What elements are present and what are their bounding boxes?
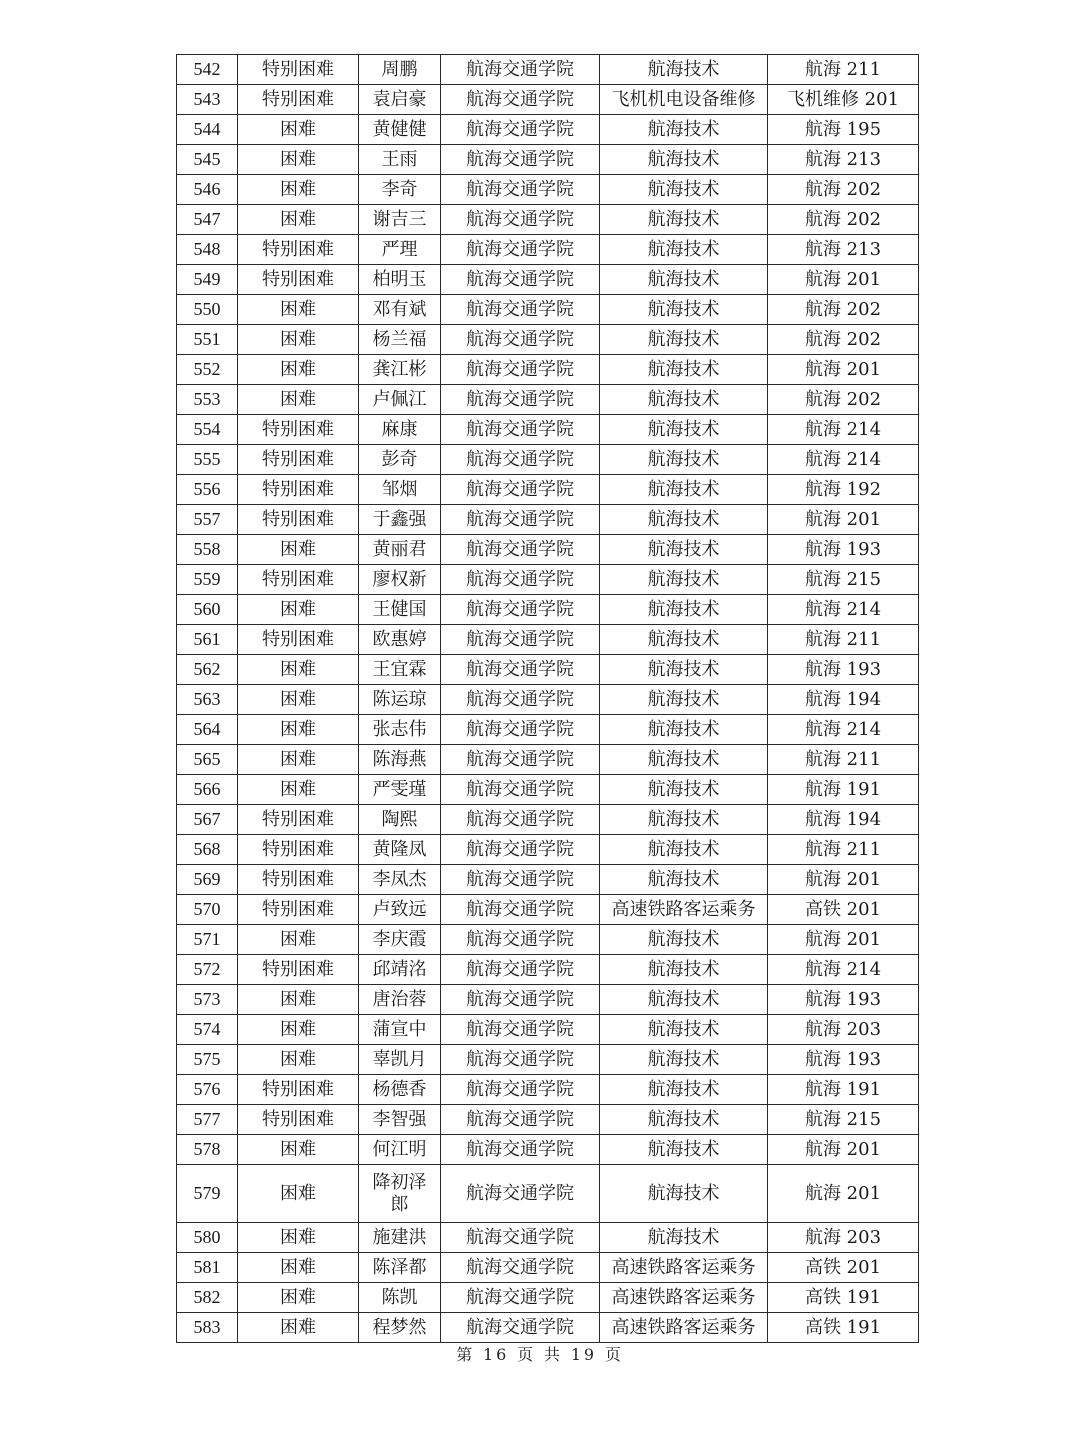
class-cell: 航海 193 (768, 985, 919, 1015)
student-name-cell: 廖权新 (359, 565, 441, 595)
major-cell: 航海技术 (600, 1223, 768, 1253)
student-name-cell: 袁启豪 (359, 85, 441, 115)
table-row (177, 1283, 919, 1313)
student-name-cell: 唐治蓉 (359, 985, 441, 1015)
table-row (177, 985, 919, 1015)
table-row (177, 865, 919, 895)
row-number-cell: 542 (177, 55, 238, 85)
class-cell: 航海 201 (768, 1165, 919, 1223)
college-cell: 航海交通学院 (441, 325, 600, 355)
student-name-cell: 黄隆凤 (359, 835, 441, 865)
major-cell: 航海技术 (600, 265, 768, 295)
class-cell: 航海 211 (768, 625, 919, 655)
student-name-cell: 邱靖洺 (359, 955, 441, 985)
row-number-cell: 567 (177, 805, 238, 835)
row-number-cell: 569 (177, 865, 238, 895)
class-cell: 航海 201 (768, 865, 919, 895)
class-cell: 航海 213 (768, 235, 919, 265)
table-row (177, 655, 919, 685)
college-cell: 航海交通学院 (441, 595, 600, 625)
college-cell: 航海交通学院 (441, 295, 600, 325)
table-row (177, 1045, 919, 1075)
college-cell: 航海交通学院 (441, 145, 600, 175)
student-name-cell: 王宜霖 (359, 655, 441, 685)
college-cell: 航海交通学院 (441, 385, 600, 415)
major-cell: 航海技术 (600, 775, 768, 805)
hardship-level-cell: 特别困难 (238, 475, 359, 505)
hardship-level-cell: 困难 (238, 145, 359, 175)
class-cell: 航海 194 (768, 805, 919, 835)
row-number-cell: 561 (177, 625, 238, 655)
hardship-level-cell: 特别困难 (238, 895, 359, 925)
class-cell: 高铁 201 (768, 895, 919, 925)
hardship-level-cell: 困难 (238, 925, 359, 955)
class-cell: 航海 201 (768, 355, 919, 385)
major-cell: 航海技术 (600, 295, 768, 325)
row-number-cell: 556 (177, 475, 238, 505)
major-cell: 航海技术 (600, 745, 768, 775)
class-cell: 航海 211 (768, 745, 919, 775)
table-row (177, 355, 919, 385)
student-name-cell: 程梦然 (359, 1313, 441, 1343)
hardship-level-cell: 困难 (238, 115, 359, 145)
table-row (177, 625, 919, 655)
student-name-cell: 李庆霞 (359, 925, 441, 955)
table-row (177, 595, 919, 625)
row-number-cell: 575 (177, 1045, 238, 1075)
table-row (177, 325, 919, 355)
major-cell: 高速铁路客运乘务 (600, 1313, 768, 1343)
major-cell: 高速铁路客运乘务 (600, 1283, 768, 1313)
major-cell: 航海技术 (600, 805, 768, 835)
class-cell: 航海 211 (768, 55, 919, 85)
college-cell: 航海交通学院 (441, 505, 600, 535)
class-cell: 航海 193 (768, 1045, 919, 1075)
major-cell: 高速铁路客运乘务 (600, 895, 768, 925)
hardship-level-cell: 困难 (238, 1045, 359, 1075)
class-cell: 航海 192 (768, 475, 919, 505)
student-name-cell: 施建洪 (359, 1223, 441, 1253)
student-name-cell: 严雯瑾 (359, 775, 441, 805)
hardship-level-cell: 困难 (238, 1313, 359, 1343)
row-number-cell: 566 (177, 775, 238, 805)
hardship-level-cell: 特别困难 (238, 625, 359, 655)
table-row (177, 1313, 919, 1343)
row-number-cell: 574 (177, 1015, 238, 1045)
college-cell: 航海交通学院 (441, 1253, 600, 1283)
table-row (177, 175, 919, 205)
student-name-cell: 王健国 (359, 595, 441, 625)
table-row (177, 415, 919, 445)
student-name-cell: 周鹏 (359, 55, 441, 85)
class-cell: 航海 193 (768, 535, 919, 565)
major-cell: 航海技术 (600, 685, 768, 715)
student-name-cell: 何江明 (359, 1135, 441, 1165)
hardship-level-cell: 困难 (238, 775, 359, 805)
college-cell: 航海交通学院 (441, 205, 600, 235)
class-cell: 航海 203 (768, 1015, 919, 1045)
college-cell: 航海交通学院 (441, 865, 600, 895)
hardship-level-cell: 特别困难 (238, 445, 359, 475)
college-cell: 航海交通学院 (441, 955, 600, 985)
student-name-cell: 陈海燕 (359, 745, 441, 775)
major-cell: 航海技术 (600, 835, 768, 865)
table-row (177, 1105, 919, 1135)
major-cell: 航海技术 (600, 1075, 768, 1105)
college-cell: 航海交通学院 (441, 235, 600, 265)
table-row (177, 475, 919, 505)
row-number-cell: 563 (177, 685, 238, 715)
student-name-cell: 张志伟 (359, 715, 441, 745)
hardship-level-cell: 特别困难 (238, 505, 359, 535)
major-cell: 航海技术 (600, 715, 768, 745)
major-cell: 航海技术 (600, 1105, 768, 1135)
student-roster-table (176, 54, 919, 1343)
row-number-cell: 579 (177, 1165, 238, 1223)
college-cell: 航海交通学院 (441, 115, 600, 145)
hardship-level-cell: 困难 (238, 1283, 359, 1313)
college-cell: 航海交通学院 (441, 775, 600, 805)
hardship-level-cell: 特别困难 (238, 55, 359, 85)
college-cell: 航海交通学院 (441, 655, 600, 685)
table-row (177, 295, 919, 325)
major-cell: 航海技术 (600, 1045, 768, 1075)
hardship-level-cell: 特别困难 (238, 415, 359, 445)
major-cell: 高速铁路客运乘务 (600, 1253, 768, 1283)
college-cell: 航海交通学院 (441, 1075, 600, 1105)
row-number-cell: 553 (177, 385, 238, 415)
row-number-cell: 576 (177, 1075, 238, 1105)
college-cell: 航海交通学院 (441, 415, 600, 445)
hardship-level-cell: 困难 (238, 295, 359, 325)
college-cell: 航海交通学院 (441, 265, 600, 295)
class-cell: 航海 214 (768, 445, 919, 475)
college-cell: 航海交通学院 (441, 535, 600, 565)
class-cell: 航海 202 (768, 175, 919, 205)
hardship-level-cell: 困难 (238, 175, 359, 205)
class-cell: 航海 214 (768, 955, 919, 985)
major-cell: 航海技术 (600, 235, 768, 265)
college-cell: 航海交通学院 (441, 1223, 600, 1253)
table-row (177, 445, 919, 475)
class-cell: 航海 203 (768, 1223, 919, 1253)
college-cell: 航海交通学院 (441, 985, 600, 1015)
student-name-cell: 于鑫强 (359, 505, 441, 535)
major-cell: 航海技术 (600, 505, 768, 535)
college-cell: 航海交通学院 (441, 925, 600, 955)
college-cell: 航海交通学院 (441, 1135, 600, 1165)
class-cell: 航海 193 (768, 655, 919, 685)
class-cell: 高铁 191 (768, 1283, 919, 1313)
college-cell: 航海交通学院 (441, 835, 600, 865)
major-cell: 航海技术 (600, 925, 768, 955)
table-row (177, 1165, 919, 1223)
row-number-cell: 582 (177, 1283, 238, 1313)
student-name-cell: 卢致远 (359, 895, 441, 925)
college-cell: 航海交通学院 (441, 715, 600, 745)
table-row (177, 1075, 919, 1105)
hardship-level-cell: 特别困难 (238, 265, 359, 295)
student-name-cell: 陈运琼 (359, 685, 441, 715)
hardship-level-cell: 困难 (238, 655, 359, 685)
college-cell: 航海交通学院 (441, 55, 600, 85)
student-name-cell: 严理 (359, 235, 441, 265)
row-number-cell: 570 (177, 895, 238, 925)
major-cell: 航海技术 (600, 115, 768, 145)
table-row (177, 565, 919, 595)
class-cell: 航海 201 (768, 925, 919, 955)
college-cell: 航海交通学院 (441, 1313, 600, 1343)
row-number-cell: 543 (177, 85, 238, 115)
table-row (177, 895, 919, 925)
major-cell: 航海技术 (600, 655, 768, 685)
major-cell: 航海技术 (600, 1165, 768, 1223)
row-number-cell: 577 (177, 1105, 238, 1135)
row-number-cell: 560 (177, 595, 238, 625)
college-cell: 航海交通学院 (441, 1045, 600, 1075)
class-cell: 航海 213 (768, 145, 919, 175)
student-name-cell: 杨德香 (359, 1075, 441, 1105)
hardship-level-cell: 困难 (238, 1223, 359, 1253)
table-row (177, 55, 919, 85)
hardship-level-cell: 特别困难 (238, 865, 359, 895)
student-name-cell: 麻康 (359, 415, 441, 445)
college-cell: 航海交通学院 (441, 895, 600, 925)
table-row (177, 235, 919, 265)
row-number-cell: 564 (177, 715, 238, 745)
college-cell: 航海交通学院 (441, 565, 600, 595)
student-name-cell: 李智强 (359, 1105, 441, 1135)
row-number-cell: 580 (177, 1223, 238, 1253)
major-cell: 航海技术 (600, 415, 768, 445)
class-cell: 航海 214 (768, 715, 919, 745)
class-cell: 航海 214 (768, 595, 919, 625)
row-number-cell: 550 (177, 295, 238, 325)
major-cell: 航海技术 (600, 985, 768, 1015)
student-name-cell: 龚江彬 (359, 355, 441, 385)
college-cell: 航海交通学院 (441, 1015, 600, 1045)
student-name-cell: 辜凯月 (359, 1045, 441, 1075)
table-row (177, 505, 919, 535)
hardship-level-cell: 困难 (238, 205, 359, 235)
table-row (177, 715, 919, 745)
major-cell: 航海技术 (600, 145, 768, 175)
class-cell: 航海 202 (768, 385, 919, 415)
student-name-cell: 邓有斌 (359, 295, 441, 325)
row-number-cell: 546 (177, 175, 238, 205)
table-row (177, 385, 919, 415)
table-row (177, 265, 919, 295)
student-name-cell: 蒲宣中 (359, 1015, 441, 1045)
class-cell: 航海 195 (768, 115, 919, 145)
table-row (177, 955, 919, 985)
row-number-cell: 545 (177, 145, 238, 175)
table-row (177, 1223, 919, 1253)
row-number-cell: 578 (177, 1135, 238, 1165)
table-row (177, 85, 919, 115)
table-row (177, 145, 919, 175)
major-cell: 航海技术 (600, 445, 768, 475)
class-cell: 高铁 191 (768, 1313, 919, 1343)
table-row (177, 1015, 919, 1045)
major-cell: 航海技术 (600, 325, 768, 355)
student-name-cell: 柏明玉 (359, 265, 441, 295)
student-name-cell: 陈泽都 (359, 1253, 441, 1283)
class-cell: 飞机维修 201 (768, 85, 919, 115)
major-cell: 航海技术 (600, 205, 768, 235)
student-name-cell: 黄丽君 (359, 535, 441, 565)
row-number-cell: 547 (177, 205, 238, 235)
student-name-cell: 陈凯 (359, 1283, 441, 1313)
hardship-level-cell: 困难 (238, 385, 359, 415)
class-cell: 航海 215 (768, 1105, 919, 1135)
hardship-level-cell: 特别困难 (238, 85, 359, 115)
class-cell: 航海 201 (768, 1135, 919, 1165)
hardship-level-cell: 困难 (238, 715, 359, 745)
hardship-level-cell: 特别困难 (238, 805, 359, 835)
student-name-cell: 王雨 (359, 145, 441, 175)
hardship-level-cell: 特别困难 (238, 1075, 359, 1105)
table-row (177, 1253, 919, 1283)
major-cell: 航海技术 (600, 565, 768, 595)
hardship-level-cell: 困难 (238, 985, 359, 1015)
hardship-level-cell: 困难 (238, 535, 359, 565)
student-name-cell: 彭奇 (359, 445, 441, 475)
row-number-cell: 559 (177, 565, 238, 595)
major-cell: 飞机机电设备维修 (600, 85, 768, 115)
row-number-cell: 544 (177, 115, 238, 145)
table-row (177, 775, 919, 805)
student-name-cell: 陶熙 (359, 805, 441, 835)
college-cell: 航海交通学院 (441, 625, 600, 655)
row-number-cell: 554 (177, 415, 238, 445)
major-cell: 航海技术 (600, 475, 768, 505)
row-number-cell: 551 (177, 325, 238, 355)
major-cell: 航海技术 (600, 595, 768, 625)
table-row (177, 115, 919, 145)
table-row (177, 835, 919, 865)
row-number-cell: 583 (177, 1313, 238, 1343)
hardship-level-cell: 困难 (238, 325, 359, 355)
row-number-cell: 557 (177, 505, 238, 535)
major-cell: 航海技术 (600, 385, 768, 415)
hardship-level-cell: 困难 (238, 595, 359, 625)
major-cell: 航海技术 (600, 1015, 768, 1045)
class-cell: 航海 214 (768, 415, 919, 445)
major-cell: 航海技术 (600, 355, 768, 385)
student-name-cell: 李奇 (359, 175, 441, 205)
row-number-cell: 565 (177, 745, 238, 775)
page-number-footer: 第 16 页 共 19 页 (456, 1345, 624, 1364)
student-name-cell: 降初泽郎 (359, 1165, 441, 1223)
row-number-cell: 555 (177, 445, 238, 475)
class-cell: 航海 191 (768, 775, 919, 805)
student-name-cell: 李凤杰 (359, 865, 441, 895)
college-cell: 航海交通学院 (441, 85, 600, 115)
student-name-cell: 邹烟 (359, 475, 441, 505)
class-cell: 航海 191 (768, 1075, 919, 1105)
student-name-cell: 谢吉三 (359, 205, 441, 235)
student-name-cell: 黄健健 (359, 115, 441, 145)
college-cell: 航海交通学院 (441, 745, 600, 775)
table-row (177, 925, 919, 955)
table-row (177, 805, 919, 835)
hardship-level-cell: 困难 (238, 1135, 359, 1165)
major-cell: 航海技术 (600, 1135, 768, 1165)
major-cell: 航海技术 (600, 175, 768, 205)
class-cell: 航海 215 (768, 565, 919, 595)
college-cell: 航海交通学院 (441, 1105, 600, 1135)
class-cell: 高铁 201 (768, 1253, 919, 1283)
row-number-cell: 558 (177, 535, 238, 565)
class-cell: 航海 201 (768, 505, 919, 535)
row-number-cell: 572 (177, 955, 238, 985)
hardship-level-cell: 困难 (238, 1015, 359, 1045)
college-cell: 航海交通学院 (441, 175, 600, 205)
major-cell: 航海技术 (600, 55, 768, 85)
college-cell: 航海交通学院 (441, 685, 600, 715)
class-cell: 航海 202 (768, 325, 919, 355)
row-number-cell: 568 (177, 835, 238, 865)
row-number-cell: 571 (177, 925, 238, 955)
college-cell: 航海交通学院 (441, 445, 600, 475)
hardship-level-cell: 困难 (238, 685, 359, 715)
college-cell: 航海交通学院 (441, 1283, 600, 1313)
table-row (177, 745, 919, 775)
row-number-cell: 549 (177, 265, 238, 295)
roster-body (177, 55, 919, 1343)
college-cell: 航海交通学院 (441, 475, 600, 505)
class-cell: 航海 201 (768, 265, 919, 295)
hardship-level-cell: 特别困难 (238, 235, 359, 265)
class-cell: 航海 194 (768, 685, 919, 715)
row-number-cell: 573 (177, 985, 238, 1015)
class-cell: 航海 202 (768, 295, 919, 325)
row-number-cell: 552 (177, 355, 238, 385)
hardship-level-cell: 困难 (238, 1165, 359, 1223)
table-row (177, 1135, 919, 1165)
college-cell: 航海交通学院 (441, 1165, 600, 1223)
student-name-cell: 杨兰福 (359, 325, 441, 355)
class-cell: 航海 202 (768, 205, 919, 235)
college-cell: 航海交通学院 (441, 805, 600, 835)
table-row (177, 685, 919, 715)
hardship-level-cell: 困难 (238, 355, 359, 385)
class-cell: 航海 211 (768, 835, 919, 865)
major-cell: 航海技术 (600, 625, 768, 655)
hardship-level-cell: 特别困难 (238, 1105, 359, 1135)
hardship-level-cell: 特别困难 (238, 955, 359, 985)
major-cell: 航海技术 (600, 535, 768, 565)
major-cell: 航海技术 (600, 865, 768, 895)
hardship-level-cell: 困难 (238, 1253, 359, 1283)
hardship-level-cell: 特别困难 (238, 565, 359, 595)
row-number-cell: 562 (177, 655, 238, 685)
row-number-cell: 581 (177, 1253, 238, 1283)
major-cell: 航海技术 (600, 955, 768, 985)
college-cell: 航海交通学院 (441, 355, 600, 385)
table-row (177, 535, 919, 565)
hardship-level-cell: 特别困难 (238, 835, 359, 865)
hardship-level-cell: 困难 (238, 745, 359, 775)
student-name-cell: 卢佩江 (359, 385, 441, 415)
student-name-cell: 欧惠婷 (359, 625, 441, 655)
table-row (177, 205, 919, 235)
row-number-cell: 548 (177, 235, 238, 265)
